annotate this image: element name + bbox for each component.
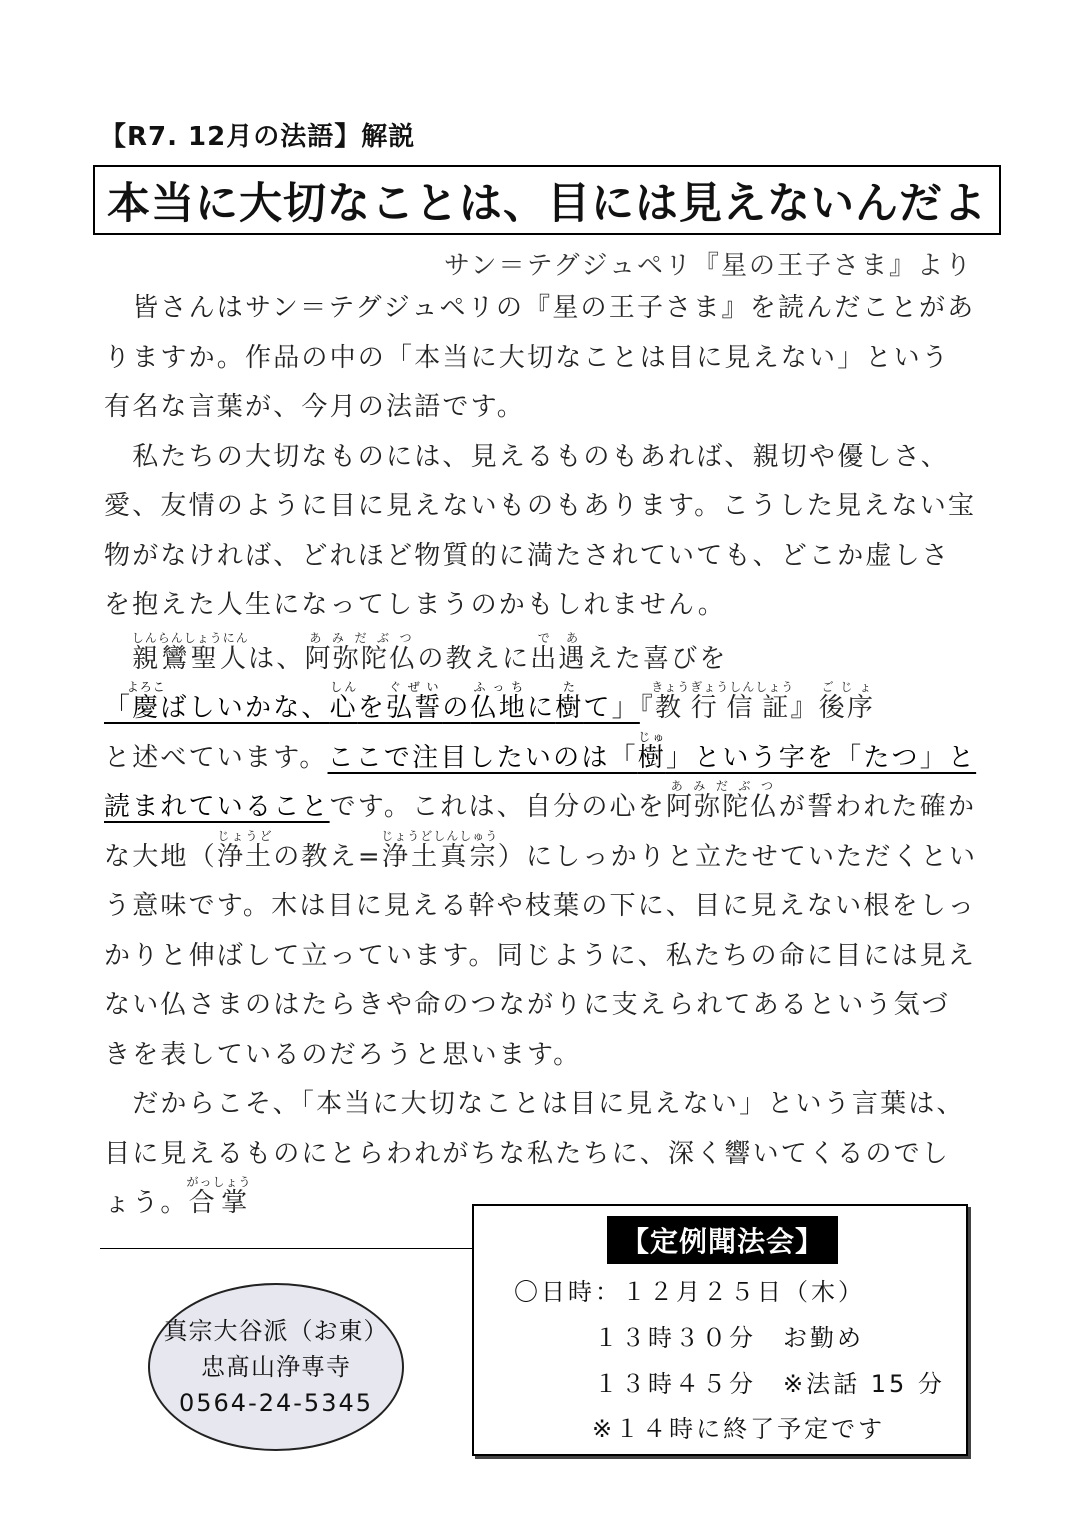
temple-info-oval: [148, 1283, 404, 1451]
attribution: サン＝テグジュペリ『星の王子さま』より: [443, 251, 973, 281]
ruby-gassho: 合掌がっしょう: [186, 1175, 252, 1218]
quote-source: 『教行信証きょうぎょうしんしょう』後序ごじょ: [639, 680, 876, 723]
article-body: [104, 284, 978, 1229]
paragraph-2-text: 私たちの大切なものには、見えるものもあれば、親切や優しさ、愛、友情のように目に見えないものもあります。こうした見えない宝物がなければ、どれほど物質的に満たされていても、どこか虚しさを抱えた人生になってしまうのかもしれません。: [104, 441, 977, 620]
paragraph-1-text: 皆さんはサン＝テグジュペリの『星の王子さま』を読んだことがありますか。作品の中の「本当に大切なことは目に見えない」という有名な言葉が、今月の法語です。: [104, 293, 976, 422]
emphasis-underline: ここで注目したいのは「樹じゅ」という字を「たつ」と読まれていること: [104, 729, 977, 822]
event-box: [472, 1204, 968, 1456]
event-date: 〇日時：１２月２５日（木）: [514, 1278, 865, 1306]
event-time-2: １３時４５分 ※法話 15 分: [594, 1370, 945, 1398]
paragraph-2: [104, 433, 978, 631]
temple-name: 忠髙山浄専寺: [201, 1353, 351, 1381]
ruby-deau: 出遇であ: [530, 630, 587, 674]
temple-phone: 0564-24-5345: [178, 1389, 373, 1417]
temple-sect: 真宗大谷派（お東）: [163, 1317, 389, 1345]
paragraph-3: 親鸞聖人しんらんしょうにんは、阿弥陀仏あみだぶつの教えに出遇であえた喜びを 「慶よろこばしいかな、心しんを弘誓ぐぜいの仏地ふっちに樹たて」『教行信証きょうぎょうしんしょう』後序ごじょ と述べています。ここで注目したいのは「樹じゅ」という字を「たつ」と読まれていることです。これは、自分の心を阿弥陀仏あみだぶつが誓われた確かな大地（浄土じょうどの教え=浄土真宗じょうどしんしゅう）にしっかりと立たせていただくという意味です。木は目に見える幹や枝葉の下に、目に見えない根をしっかりと伸ばして立っています。同じように、私たちの命に目には見えない仏さまのはたらきや命のつながりに支えられてあるという気づきを表しているのだろうと思います。: [104, 630, 978, 1070]
event-note: ※１４時に終了予定です: [592, 1415, 886, 1443]
ruby-amida: 阿弥陀仏あみだぶつ: [304, 630, 418, 674]
divider-line: [100, 1248, 472, 1249]
page-title: 本当に大切なことは、目には見えないんだよ: [93, 165, 1001, 235]
paragraph-4: だからこそ、「本当に大切なことは目に見えない」という言葉は、目に見えるものにとらわれがちな私たちに、深く響いてくるのでしょう。合掌がっしょう: [104, 1089, 965, 1218]
paragraph-1: [104, 284, 978, 433]
event-time-1: １３時３０分 お勤め: [594, 1324, 864, 1352]
event-title: 【定例聞法会】: [607, 1216, 838, 1264]
kyogyoshinsho-quote: 「慶よろこばしいかな、心しんを弘誓ぐぜいの仏地ふっちに樹たて」: [104, 680, 640, 723]
ruby-shinran: 親鸞聖人しんらんしょうにん: [131, 630, 249, 674]
header-label: 【R7. 12月の法語】解説: [100, 122, 416, 152]
